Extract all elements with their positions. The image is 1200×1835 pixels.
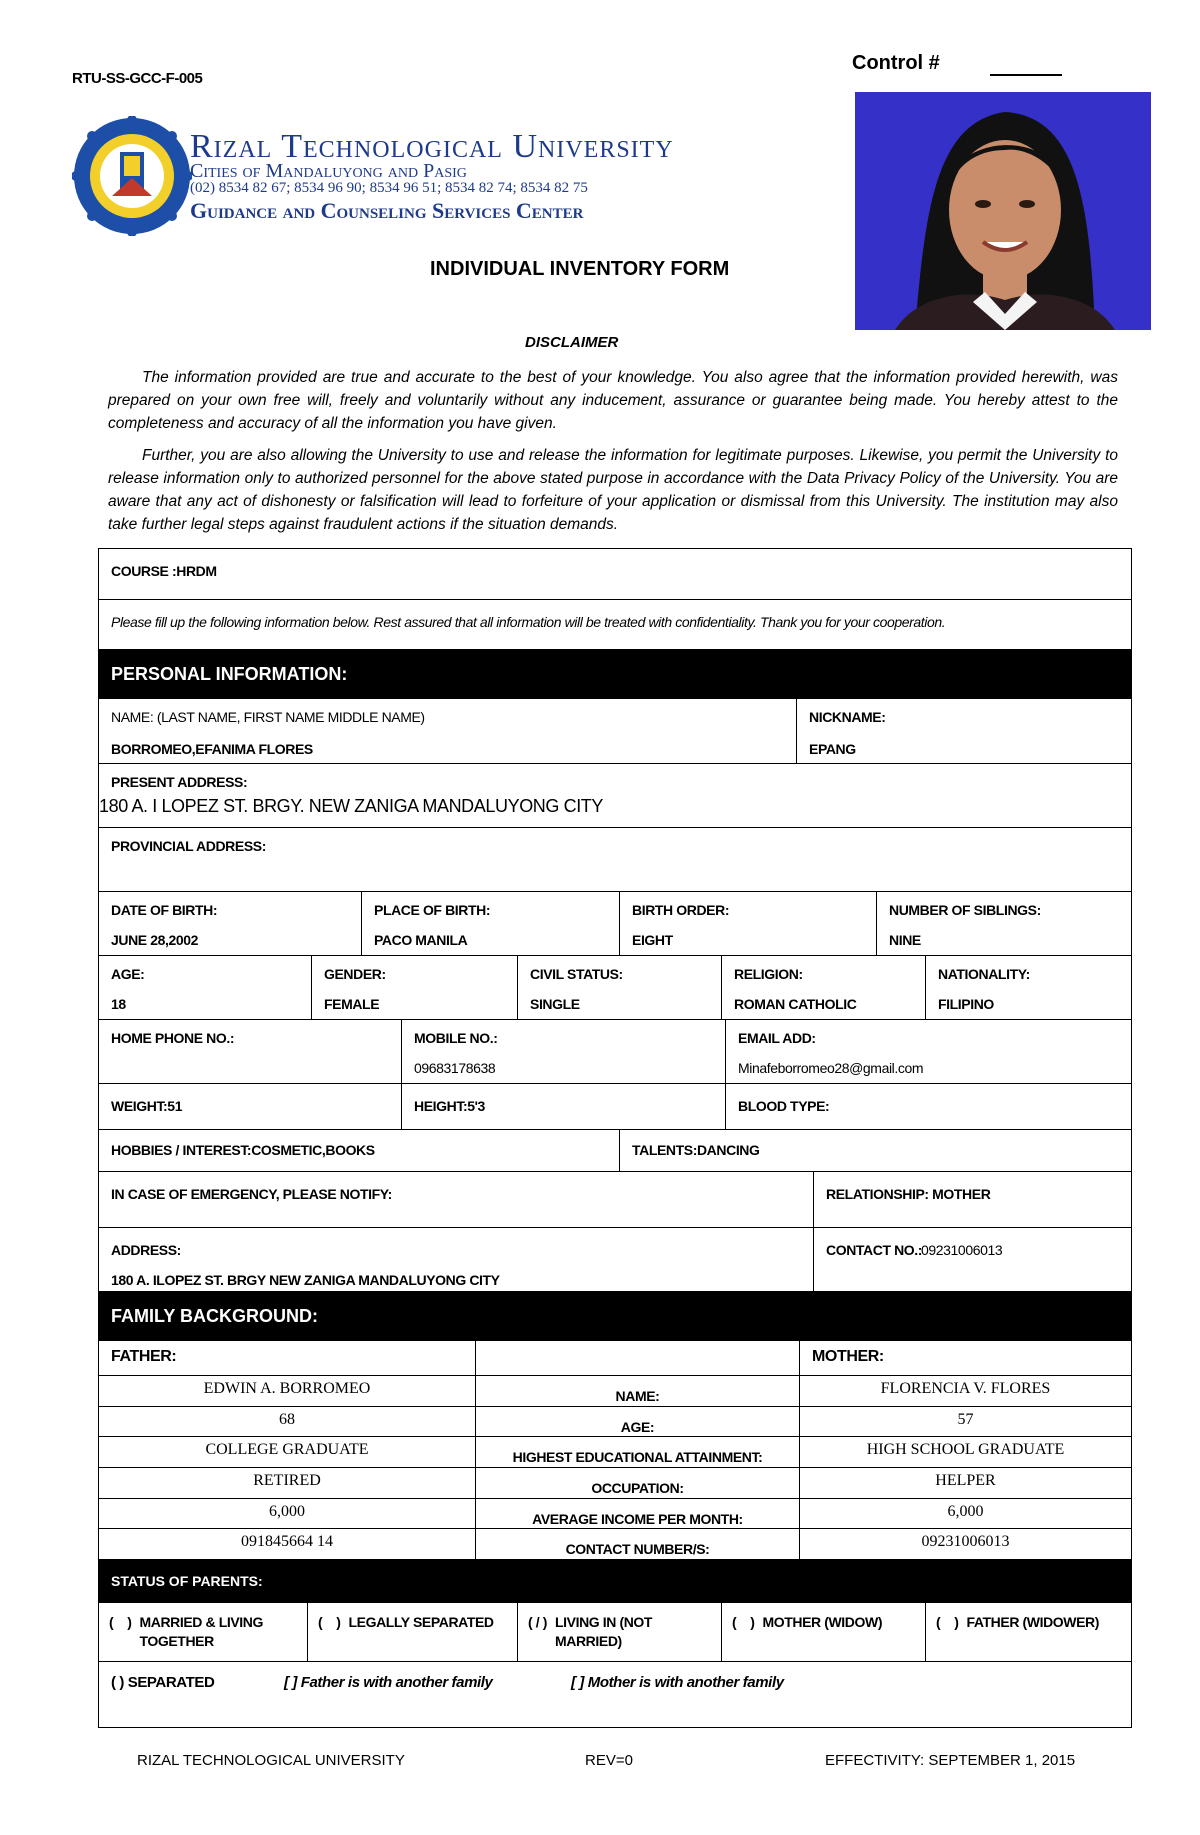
mother-value: HIGH SCHOOL GRADUATE — [866, 1441, 1065, 1459]
emergency-contact-label: CONTACT NO.: — [826, 1242, 923, 1258]
father-value: 091845664 14 — [241, 1533, 333, 1551]
present-address-label: PRESENT ADDRESS: — [111, 774, 248, 790]
email-label: EMAIL ADD: — [738, 1030, 816, 1046]
weight-cell — [99, 1083, 401, 1129]
status-option[interactable] — [517, 1603, 721, 1661]
status-checkbox: ( ) — [732, 1614, 755, 1630]
father-value: 6,000 — [269, 1502, 305, 1520]
family-field-label-cell — [475, 1406, 799, 1437]
age-cell — [99, 955, 311, 1019]
status-checkbox: ( ) — [936, 1614, 959, 1630]
age-value: 18 — [111, 996, 126, 1012]
father-value-cell — [99, 1406, 475, 1437]
course-field: COURSE :HRDM — [111, 563, 217, 579]
mother-other-family-text: [ ] Mother is with another family — [571, 1674, 784, 1691]
mother-value-cell — [799, 1498, 1131, 1529]
weight-field: WEIGHT:51 — [111, 1098, 183, 1114]
status-option-content — [732, 1613, 882, 1632]
status-option[interactable] — [307, 1603, 517, 1661]
father-value-cell — [99, 1528, 475, 1559]
university-phones: (02) 8534 82 67; 8534 96 90; 8534 96 51; 8534 82 74; 8534 82 75 — [190, 180, 588, 196]
home-phone-label: HOME PHONE NO.: — [111, 1030, 235, 1046]
emergency-contact-value: 09231006013 — [921, 1242, 1003, 1258]
status-option[interactable] — [99, 1603, 307, 1661]
height-cell — [401, 1083, 725, 1129]
blood-type-field: BLOOD TYPE: — [738, 1098, 830, 1114]
dob-label: DATE OF BIRTH: — [111, 902, 218, 918]
emergency-label: IN CASE OF EMERGENCY, PLEASE NOTIFY: — [111, 1186, 392, 1202]
university-seal-logo — [72, 116, 192, 236]
dob-value: JUNE 28,2002 — [111, 932, 199, 948]
status-option[interactable] — [925, 1603, 1131, 1661]
religion-label: RELIGION: — [734, 966, 803, 982]
mother-value: 09231006013 — [921, 1533, 1010, 1551]
mother-value: HELPER — [935, 1472, 996, 1489]
family-field-label-cell — [475, 1375, 799, 1406]
disclaimer-paragraph-1: The information provided are true and accurate to the best of your knowledge. You also agree that the information provided herewith, was prepared on your own free will, freely and voluntarily without any inducement, assurance or guarantee being made. You hereby attest to the completeness and accuracy of all the information you have given. — [108, 369, 1118, 432]
mother-value-cell — [799, 1375, 1131, 1406]
name-cell — [99, 699, 796, 763]
pob-value: PACO MANILA — [374, 932, 468, 948]
mother-other-family-option[interactable] — [571, 1674, 784, 1691]
name-value: BORROMEO,EFANIMA FLORES — [111, 741, 313, 757]
father-value: EDWIN A. BORROMEO — [203, 1380, 371, 1397]
siblings-label: NUMBER OF SIBLINGS: — [889, 902, 1041, 918]
nickname-label: NICKNAME: — [809, 709, 886, 725]
mother-value: 6,000 — [947, 1502, 984, 1520]
emergency-address-cell — [99, 1227, 813, 1291]
family-field-label-cell — [475, 1498, 799, 1529]
family-field-label: AVERAGE INCOME PER MONTH: — [532, 1510, 743, 1527]
control-number-label: Control # — [852, 52, 940, 74]
father-header-cell — [99, 1341, 475, 1375]
family-field-label-cell — [475, 1467, 799, 1498]
mother-value-cell — [799, 1467, 1131, 1498]
mother-value-cell — [799, 1406, 1131, 1437]
emergency-address-label: ADDRESS: — [111, 1242, 181, 1258]
gender-value: FEMALE — [324, 996, 380, 1012]
footer-revision: REV=0 — [585, 1752, 633, 1769]
relationship-cell — [813, 1171, 1131, 1227]
father-label: FATHER: — [111, 1348, 177, 1365]
mother-value-cell — [799, 1528, 1131, 1559]
instruction-row — [99, 599, 1131, 649]
inventory-form — [98, 548, 1132, 1728]
form-code: RTU-SS-GCC-F-005 — [72, 70, 203, 87]
family-field-label: CONTACT NUMBER/S: — [565, 1541, 710, 1558]
family-background-header: FAMILY BACKGROUND: — [99, 1291, 1131, 1341]
office-name: Guidance and Counseling Services Center — [190, 198, 584, 223]
father-value-cell — [99, 1467, 475, 1498]
emergency-address-value: 180 A. ILOPEZ ST. BRGY NEW ZANIGA MANDALUYONG CITY — [111, 1272, 500, 1288]
student-photo — [855, 92, 1151, 330]
disclaimer-title: DISCLAIMER — [525, 334, 619, 351]
hobbies-field: HOBBIES / INTEREST:COSMETIC,BOOKS — [111, 1142, 375, 1158]
nickname-cell — [796, 699, 1131, 763]
email-cell — [725, 1019, 1131, 1083]
mobile-label: MOBILE NO.: — [414, 1030, 498, 1046]
provincial-address-cell — [99, 827, 1131, 891]
status-option[interactable] — [721, 1603, 925, 1661]
father-value: COLLEGE GRADUATE — [205, 1441, 369, 1459]
family-field-label: OCCUPATION: — [591, 1480, 684, 1496]
present-address-value: 180 A. I LOPEZ ST. BRGY. NEW ZANIGA MANDALUYONG CITY — [99, 796, 604, 816]
status-of-parents-header: STATUS OF PARENTS: — [99, 1559, 1131, 1603]
university-cities: Cities of Mandaluyong and Pasig — [190, 160, 467, 182]
mother-value: 57 — [957, 1410, 974, 1428]
siblings-value: NINE — [889, 932, 921, 948]
father-value: 68 — [279, 1410, 295, 1428]
status-checkbox: ( ) — [318, 1614, 341, 1630]
civil-status-value: SINGLE — [530, 996, 580, 1012]
status-option-content — [318, 1613, 494, 1632]
nationality-label: NATIONALITY: — [938, 966, 1030, 982]
father-other-family-text: [ ] Father is with another family — [284, 1674, 493, 1691]
birth-order-value: EIGHT — [632, 932, 673, 948]
religion-cell — [721, 955, 925, 1019]
mother-value-cell — [799, 1436, 1131, 1467]
email-value: Minafeborromeo28@gmail.com — [738, 1060, 924, 1076]
father-value-cell — [99, 1436, 475, 1467]
religion-value: ROMAN CATHOLIC — [734, 996, 857, 1012]
siblings-cell — [876, 891, 1131, 955]
father-value-cell — [99, 1498, 475, 1529]
name-label: NAME: (LAST NAME, FIRST NAME MIDDLE NAME) — [111, 709, 425, 725]
control-number-line — [990, 74, 1062, 76]
mother-label: MOTHER: — [812, 1348, 884, 1365]
personal-info-header: PERSONAL INFORMATION: — [99, 649, 1131, 699]
course-row — [99, 549, 1131, 599]
nationality-cell — [925, 955, 1131, 1019]
nationality-value: FILIPINO — [938, 996, 994, 1012]
family-field-label: AGE: — [620, 1418, 655, 1435]
status-checkbox: ( ) — [109, 1614, 132, 1630]
birth-order-cell — [619, 891, 876, 955]
nickname-value: EPANG — [809, 741, 856, 757]
family-field-label-cell — [475, 1528, 799, 1559]
separated-option[interactable]: ( ) SEPARATED — [111, 1674, 215, 1691]
family-field-label: NAME: — [615, 1388, 660, 1404]
mother-header-cell — [799, 1341, 1131, 1375]
footer-university: RIZAL TECHNOLOGICAL UNIVERSITY — [137, 1752, 405, 1769]
instruction-text: Please fill up the following information below. Rest assured that all information will be treated with confidentiality. Thank you for your cooperation. — [111, 614, 946, 630]
father-value-cell — [99, 1375, 475, 1406]
university-name: Rizal Technological University — [190, 128, 674, 165]
provincial-address-label: PROVINCIAL ADDRESS: — [111, 838, 266, 854]
status-option-label: MOTHER (WIDOW) — [762, 1614, 883, 1630]
talents-field: TALENTS:DANCING — [632, 1142, 760, 1158]
birth-order-label: BIRTH ORDER: — [632, 902, 730, 918]
emergency-contact-cell — [813, 1227, 1131, 1291]
status-row-2 — [99, 1661, 1131, 1727]
mobile-value: 09683178638 — [414, 1060, 496, 1076]
dob-cell — [99, 891, 361, 955]
pob-cell — [361, 891, 619, 955]
height-field: HEIGHT:5'3 — [414, 1098, 485, 1114]
mother-value: FLORENCIA V. FLORES — [880, 1380, 1051, 1397]
present-address-cell — [99, 763, 1131, 827]
footer-effectivity: EFFECTIVITY: SEPTEMBER 1, 2015 — [825, 1752, 1076, 1769]
form-title: INDIVIDUAL INVENTORY FORM — [430, 258, 730, 280]
status-option-content — [109, 1613, 307, 1651]
father-value: RETIRED — [253, 1472, 321, 1489]
father-other-family-option[interactable] — [284, 1674, 493, 1691]
status-option-content — [936, 1613, 1099, 1632]
disclaimer-paragraph-2: Further, you are also allowing the University to use and release the information for legitimate purposes. Likewise, you permit the University to release information only to authorized personnel for the above stated purpose in accordance with the Data Privacy Policy of the University. You are aware that any act of dishonesty or falsification will lead to forfeiture of your application or dismissal from this University. The institution may also take further legal steps against fraudulent actions if the situation demands. — [108, 447, 1118, 533]
label-header-cell — [475, 1341, 799, 1375]
status-option-content — [528, 1613, 721, 1651]
status-option-label: LIVING IN (NOT MARRIED) — [555, 1614, 653, 1649]
hobbies-cell — [99, 1129, 619, 1171]
status-option-label: FATHER (WIDOWER) — [966, 1614, 1100, 1630]
mobile-cell — [401, 1019, 725, 1083]
civil-status-label: CIVIL STATUS: — [530, 966, 623, 982]
blood-type-cell — [725, 1083, 1131, 1129]
home-phone-cell — [99, 1019, 401, 1083]
emergency-cell — [99, 1171, 813, 1227]
gender-label: GENDER: — [324, 966, 386, 982]
status-checkbox: ( / ) — [528, 1614, 547, 1630]
family-field-label-cell — [475, 1436, 799, 1467]
status-option-label: LEGALLY SEPARATED — [348, 1614, 494, 1630]
family-field-label: HIGHEST EDUCATIONAL ATTAINMENT: — [512, 1449, 763, 1466]
pob-label: PLACE OF BIRTH: — [374, 902, 491, 918]
gender-cell — [311, 955, 517, 1019]
talents-cell — [619, 1129, 1131, 1171]
status-option-label: MARRIED & LIVING TOGETHER — [139, 1614, 263, 1649]
age-label: AGE: — [111, 966, 145, 982]
relationship-field: RELATIONSHIP: MOTHER — [826, 1186, 991, 1202]
civil-status-cell — [517, 955, 721, 1019]
